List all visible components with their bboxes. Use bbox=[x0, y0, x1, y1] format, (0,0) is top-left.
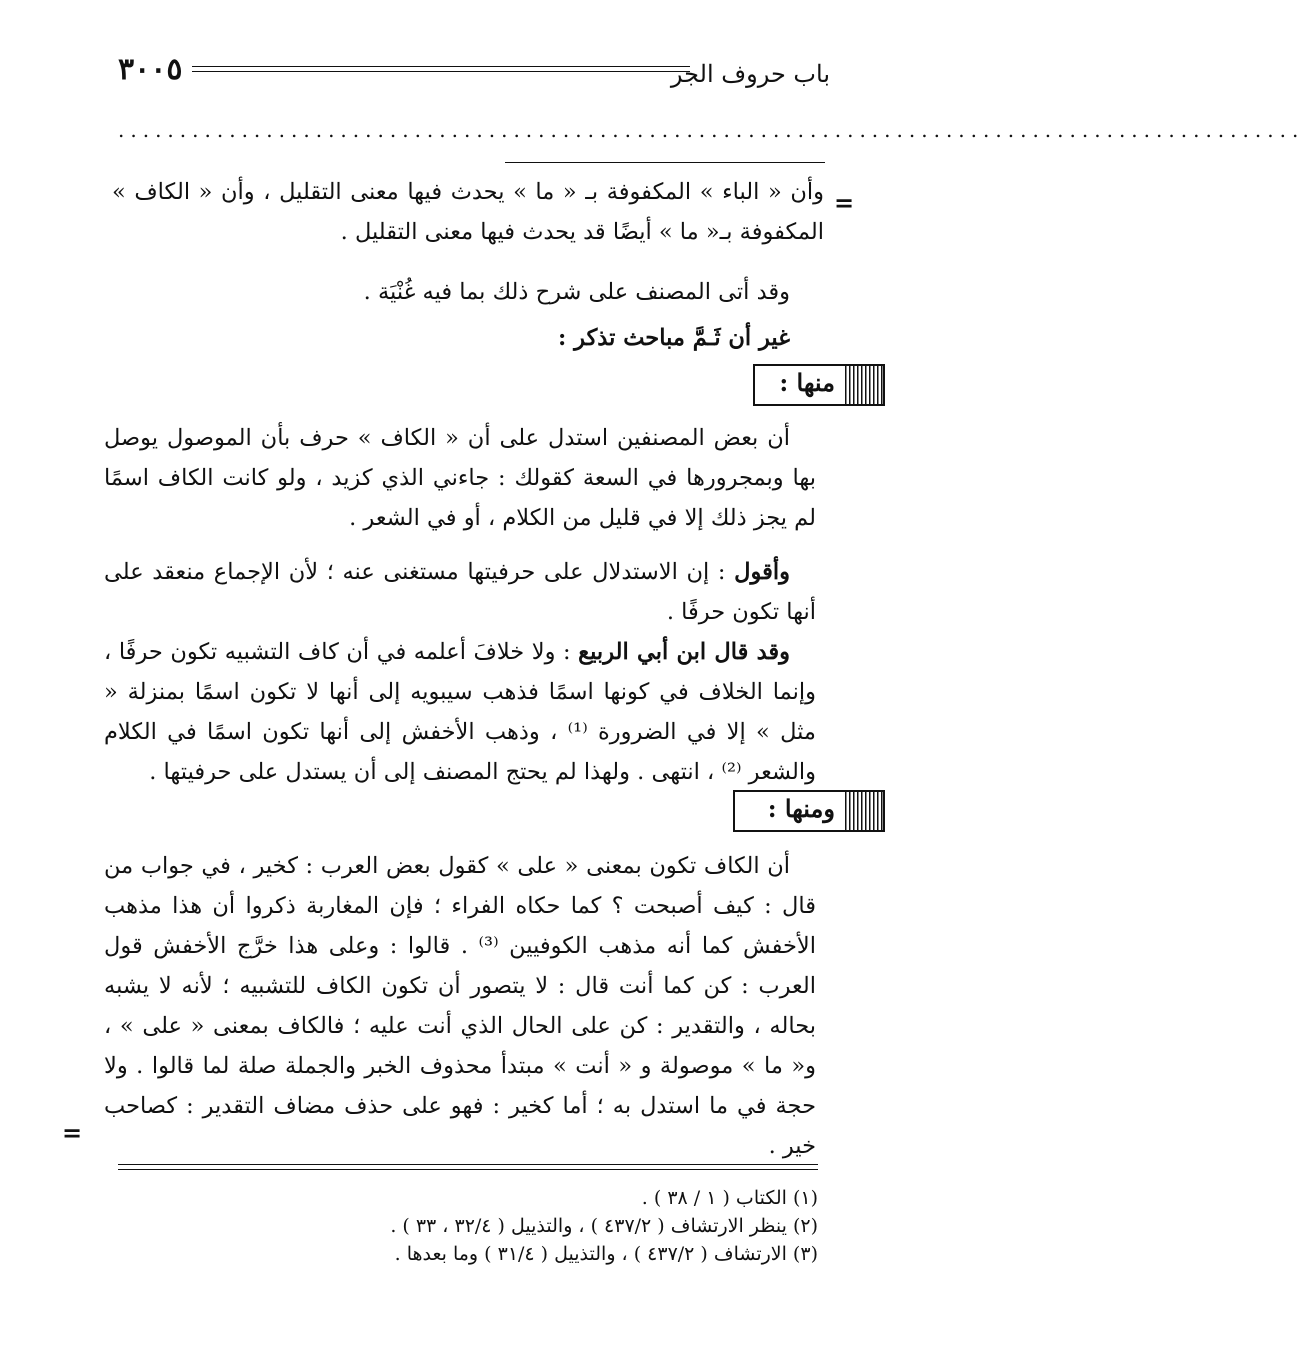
footnote-2: (٢) ينظر الارتشاف ( ٤٣٧/٢ ) ، والتذييل ( ٣٢/٤ ، ٣٣ ) . bbox=[390, 1215, 818, 1237]
section1-paragraph-3-lead: وقد قال ابن أبي الربيع bbox=[578, 639, 791, 665]
section1-paragraph-1: أن بعض المصنفين استدل على أن « الكاف » حرف بأن الموصول يوصل بها وبمجرورها في السعة كقولك : جاءني الذي كزيد ، ولو كانت الكاف اسمًا لم يجز ذلك إلا في قليل من الكلام ، أو في الشعر . bbox=[104, 425, 816, 531]
intro-paragraph-1: وأن « الباء » المكفوفة بـ « ما » يحدث فيها معنى التقليل ، وأن « الكاف » المكفوفة بـ« ما » أيضًا قد يحدث فيها معنى التقليل . bbox=[112, 179, 824, 245]
section1-paragraph-2-lead: وأقول bbox=[734, 559, 790, 585]
header-rule bbox=[192, 66, 690, 72]
section1-paragraph-3 bbox=[104, 632, 816, 792]
section-heading-box-2 bbox=[733, 790, 885, 832]
continuation-mark-top: = bbox=[834, 188, 855, 217]
hatch-ornament bbox=[845, 366, 883, 404]
footnote-3: (٣) الارتشاف ( ٤٣٧/٢ ) ، والتذييل ( ٣١/٤ ) وما بعدها . bbox=[394, 1243, 818, 1265]
section1-paragraph-3-text: : ولا خلافَ أعلمه في أن كاف التشبيه تكون حرفًا ، وإنما الخلاف في كونها اسمًا فذهب سيبويه إلى أنها لا تكون اسمًا بمنزلة « مثل » إلا في الضرورة ⁽¹⁾ ، وذهب الأخفش إلى أنها تكون اسمًا في الكلام والشعر ⁽²⁾ ، انتهى . ولهذا لم يحتج المصنف إلى أن يستدل على حرفيتها . bbox=[104, 639, 816, 785]
section1-paragraph-2 bbox=[104, 552, 816, 632]
dotted-separator: ................................................................................................ bbox=[118, 118, 1304, 142]
section2-paragraph-1: أن الكاف تكون بمعنى « على » كقول بعض العرب : كخير ، في جواب من قال : كيف أصبحت ؟ كما حكاه الفراء ؛ فإن المغاربة ذكروا أن هذا مذهب الأخفش كما أنه مذهب الكوفيين ⁽³⁾ . قالوا : وعلى هذا خرَّج الأخفش قول العرب : كن كما أنت قال : لا يتصور أن تكون الكاف للتشبيه ؛ لأنه لا يشبه بحاله ، والتقدير : كن على الحال الذي أنت عليه ؛ فالكاف بمعنى « على » ، و« ما » موصولة و « أنت » مبتدأ محذوف الخبر والجملة صلة لما قالوا . ولا حجة في ما استدل به ؛ أما كخير : فهو على حذف مضاف التقدير : كصاحب خير . bbox=[104, 853, 816, 1159]
continuation-mark-bottom: = bbox=[62, 1118, 83, 1147]
page-number: ٣٠٠٥ bbox=[118, 52, 183, 87]
continuation-rule bbox=[505, 162, 825, 163]
section-heading-box-1 bbox=[753, 364, 885, 406]
section-heading-1: منها : bbox=[779, 368, 835, 397]
chapter-title: باب حروف الجر bbox=[670, 60, 830, 88]
footnote-1: (١) الكتاب ( ١ / ٣٨ ) . bbox=[641, 1187, 818, 1209]
section-heading-2: ومنها : bbox=[767, 794, 835, 823]
section1-paragraph-2-text: : إن الاستدلال على حرفيتها مستغنى عنه ؛ لأن الإجماع منعقد على أنها تكون حرفًا . bbox=[104, 559, 816, 625]
footnotes-list bbox=[118, 1184, 818, 1268]
footnote-rule bbox=[118, 1164, 818, 1170]
intro-paragraph-2: وقد أتى المصنف على شرح ذلك بما فيه غُنْيَة . bbox=[363, 279, 790, 305]
intro-paragraph-3: غير أن ثَـمَّ مباحث تذكر : bbox=[558, 325, 790, 351]
hatch-ornament bbox=[845, 792, 883, 830]
page-header bbox=[118, 52, 830, 96]
